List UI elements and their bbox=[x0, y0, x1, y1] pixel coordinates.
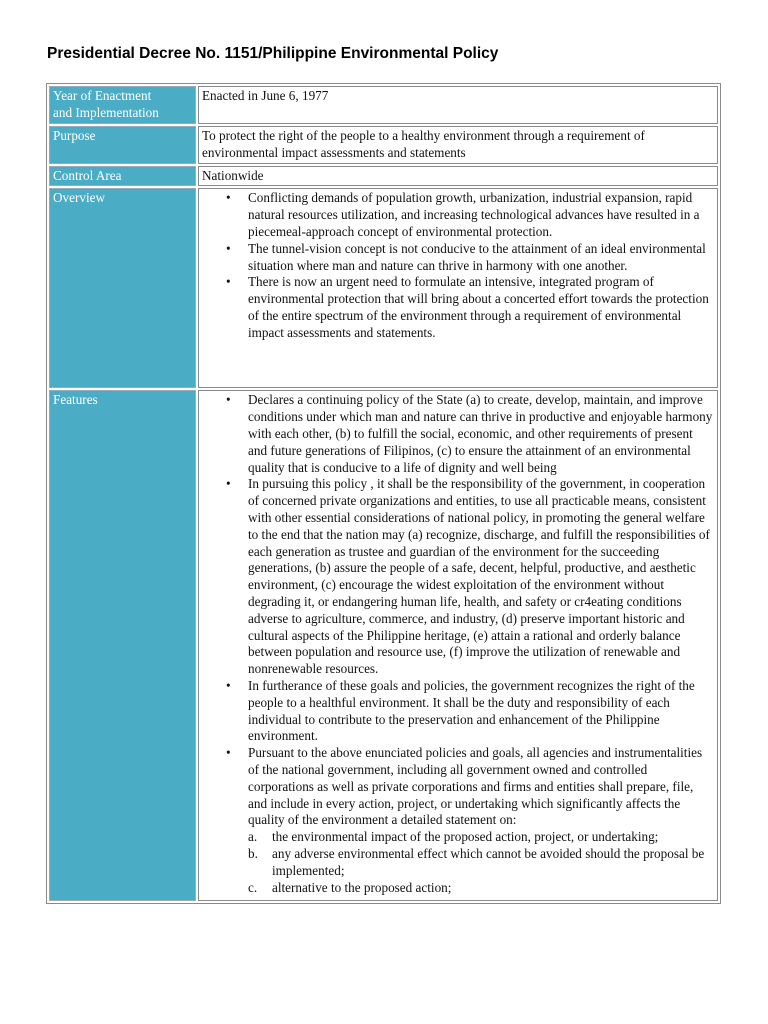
label-features: Features bbox=[49, 390, 196, 901]
row-features bbox=[49, 390, 718, 901]
list-item bbox=[226, 240, 714, 275]
page-title: Presidential Decree No. 1151/Philippine Environmental Policy bbox=[47, 45, 499, 62]
sublist-marker: c. bbox=[248, 879, 258, 895]
label-year-of-enactment bbox=[49, 86, 196, 124]
features-bullet-4: Pursuant to the above enunciated policies and goals, all agencies and instrumentalities of the national government, including all government owned and controlled corporations as well as private corporations and firms and entities shall prepare, file, and include in every action, project, or undertaking which significantly affects the quality of the environment a detailed statement on: bbox=[248, 745, 703, 828]
bullet-icon: • bbox=[226, 274, 231, 290]
bullet-icon: • bbox=[226, 745, 231, 761]
features-bullet-1: Declares a continuing policy of the State (a) to create, develop, maintain, and improve conditions under which man and nature can thrive in productive and enjoyable harmony with each other, (b) to fulfill the social, economic, and other requirements of present and future generations of Filipinos, (c) to ensure the attainment of an environmental quality that is conducive to a life of dignity and well being bbox=[248, 392, 713, 475]
overview-bullet-3: There is now an urgent need to formulate an intensive, integrated program of environmental protection that will bring about a concerted effort towards the protection of the entire spectrum of the environment through a requirement of environmental impact assessments and statements. bbox=[248, 274, 709, 340]
label-purpose: Purpose bbox=[49, 126, 196, 164]
list-item bbox=[226, 677, 714, 745]
features-bullet-3: In furtherance of these goals and policies, the government recognizes the right of the people to a healthful environment. It shall be the duty and responsibility of each individual to contribute to the preservation and enhancement of the Philippine environment. bbox=[248, 677, 695, 744]
list-item bbox=[226, 274, 714, 341]
overview-list bbox=[202, 190, 714, 341]
bullet-icon: • bbox=[226, 240, 231, 256]
sublist-item bbox=[248, 829, 714, 846]
label-line-1: Year of Enactment bbox=[53, 88, 152, 103]
value-enactment: Enacted in June 6, 1977 bbox=[198, 86, 718, 124]
overview-bullet-2: The tunnel-vision concept is not conducive to the attainment of an ideal environmental situation where man and nature can thrive in harmony with one another. bbox=[248, 240, 706, 273]
features-list bbox=[202, 392, 714, 896]
row-purpose bbox=[49, 126, 718, 164]
sublist-item bbox=[248, 879, 714, 897]
bullet-icon: • bbox=[226, 476, 231, 492]
statement-sublist bbox=[248, 829, 714, 896]
list-item bbox=[226, 392, 714, 476]
value-features bbox=[198, 390, 718, 901]
bullet-icon: • bbox=[226, 392, 231, 408]
sublist-marker: b. bbox=[248, 845, 258, 861]
label-control-area: Control Area bbox=[49, 166, 196, 187]
sublist-marker: a. bbox=[248, 829, 258, 845]
bullet-icon: • bbox=[226, 677, 231, 693]
list-item bbox=[226, 190, 714, 240]
value-purpose: To protect the right of the people to a healthy environment through a requirement of environmental impact assessments and statements bbox=[198, 126, 718, 164]
sublist-text: any adverse environmental effect which cannot be avoided should the proposal be implemented; bbox=[272, 845, 705, 878]
value-control-area: Nationwide bbox=[198, 166, 718, 187]
sublist-text: the environmental impact of the proposed action, project, or undertaking; bbox=[272, 829, 659, 845]
row-overview bbox=[49, 188, 718, 388]
value-overview bbox=[198, 188, 718, 388]
label-line-2: and Implementation bbox=[53, 104, 159, 120]
sublist-text: alternative to the proposed action; bbox=[272, 879, 452, 895]
row-control-area bbox=[49, 166, 718, 187]
bullet-icon: • bbox=[226, 190, 231, 206]
policy-table bbox=[46, 83, 721, 904]
list-item bbox=[226, 745, 714, 896]
features-bullet-2: In pursuing this policy , it shall be the responsibility of the government, in cooperation of concerned private organizations and entities, to use all practicable means, consistent with other essential considerations of national policy, in promoting the general welfare to the end that the nation may (a) recognize, discharge, and fulfill the responsibilities of each generation as trustee and guardian of the environment for the succeeding generations, (b) assure the people of a safe, decent, helpful, productive, and aesthetic environment, (c) encourage the widest exploitation of the environment without degrading it, or endangering human life, health, and safety or cr4eating conditions adverse to agriculture, commerce, and industry, (d) preserve important historic and cultural aspects of the Philippine heritage, (e) attain a rational and orderly balance between population and resource use, (f) improve the utilization of renewable and nonrenewable resources. bbox=[248, 476, 710, 677]
sublist-item bbox=[248, 845, 714, 880]
overview-bullet-1: Conflicting demands of population growth, urbanization, industrial expansion, rapid natural resources utilization, and increasing technological advances have resulted in a piecemeal-approach concept of environmental protection. bbox=[248, 190, 700, 239]
label-overview: Overview bbox=[49, 188, 196, 388]
row-enactment bbox=[49, 86, 718, 124]
list-item bbox=[226, 476, 714, 678]
